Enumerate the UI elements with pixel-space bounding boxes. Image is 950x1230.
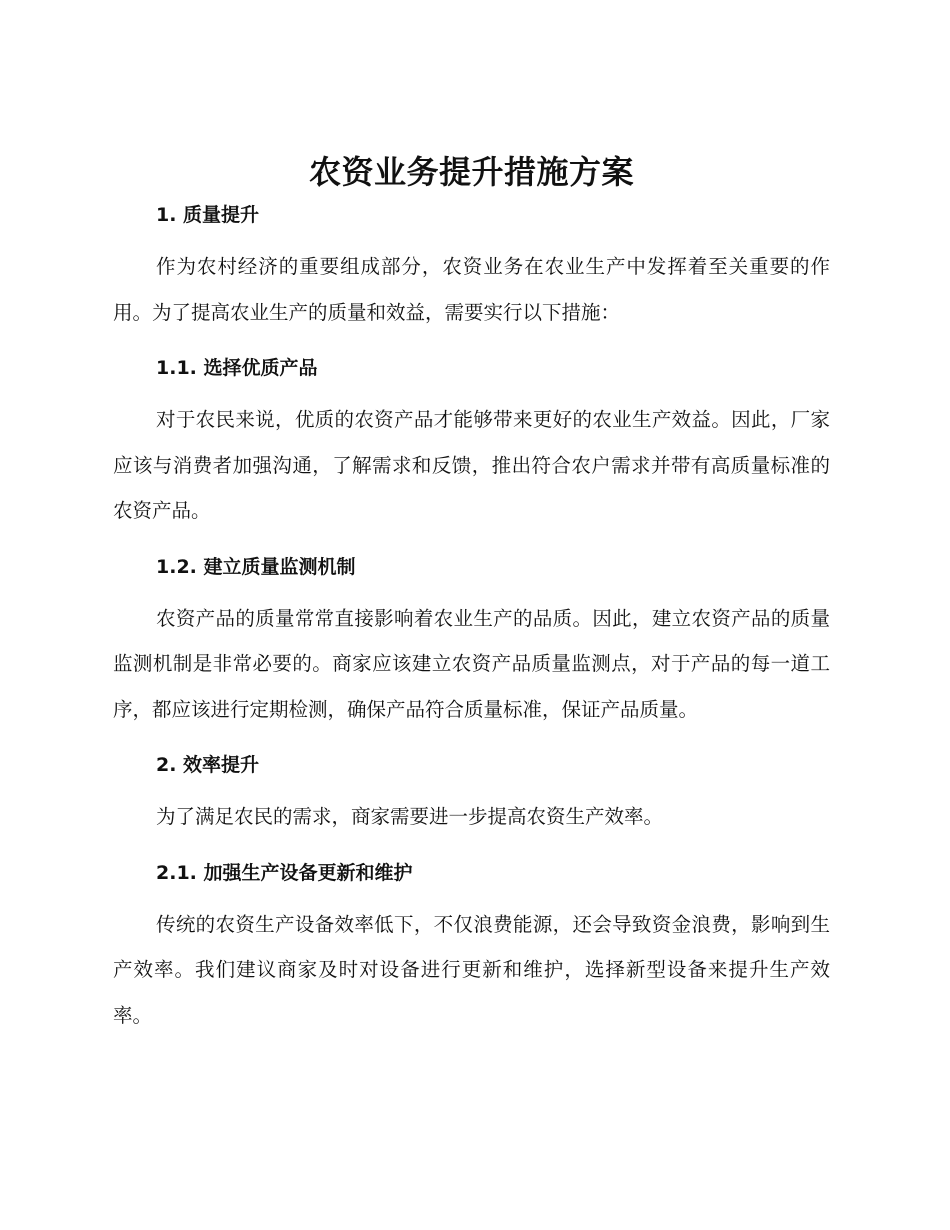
paragraph-quality-intro: 作为农村经济的重要组成部分，农资业务在农业生产中发挥着至关重要的作用。为了提高农业生产的质量和效益，需要实行以下措施： bbox=[113, 255, 830, 324]
paragraph-quality-products: 对于农民来说，优质的农资产品才能够带来更好的农业生产效益。因此，厂家应该与消费者加强沟通，了解需求和反馈，推出符合农户需求并带有高质量标准的农资产品。 bbox=[113, 408, 830, 522]
subsection-heading-quality-products: 1.1. 选择优质产品 bbox=[156, 357, 318, 379]
section-heading-efficiency: 2. 效率提升 bbox=[156, 754, 260, 776]
subsection-heading-equipment: 2.1. 加强生产设备更新和维护 bbox=[156, 861, 413, 884]
subsection-heading-quality-monitoring: 1.2. 建立质量监测机制 bbox=[156, 555, 356, 578]
section-heading-quality: 1. 质量提升 bbox=[156, 204, 260, 226]
paragraph-equipment: 传统的农资生产设备效率低下，不仅浪费能源，还会导致资金浪费，影响到生产效率。我们建议商家及时对设备进行更新和维护，选择新型设备来提升生产效率。 bbox=[113, 912, 830, 1027]
paragraph-efficiency-intro: 为了满足农民的需求，商家需要进一步提高农资生产效率。 bbox=[156, 805, 664, 828]
document-title: 农资业务提升措施方案 bbox=[308, 153, 634, 191]
paragraph-quality-monitoring: 农资产品的质量常常直接影响着农业生产的品质。因此，建立农资产品的质量监测机制是非常必要的。商家应该建立农资产品质量监测点，对于产品的每一道工序，都应该进行定期检测，确保产品符合质量标准，保证产品质量。 bbox=[113, 606, 830, 721]
